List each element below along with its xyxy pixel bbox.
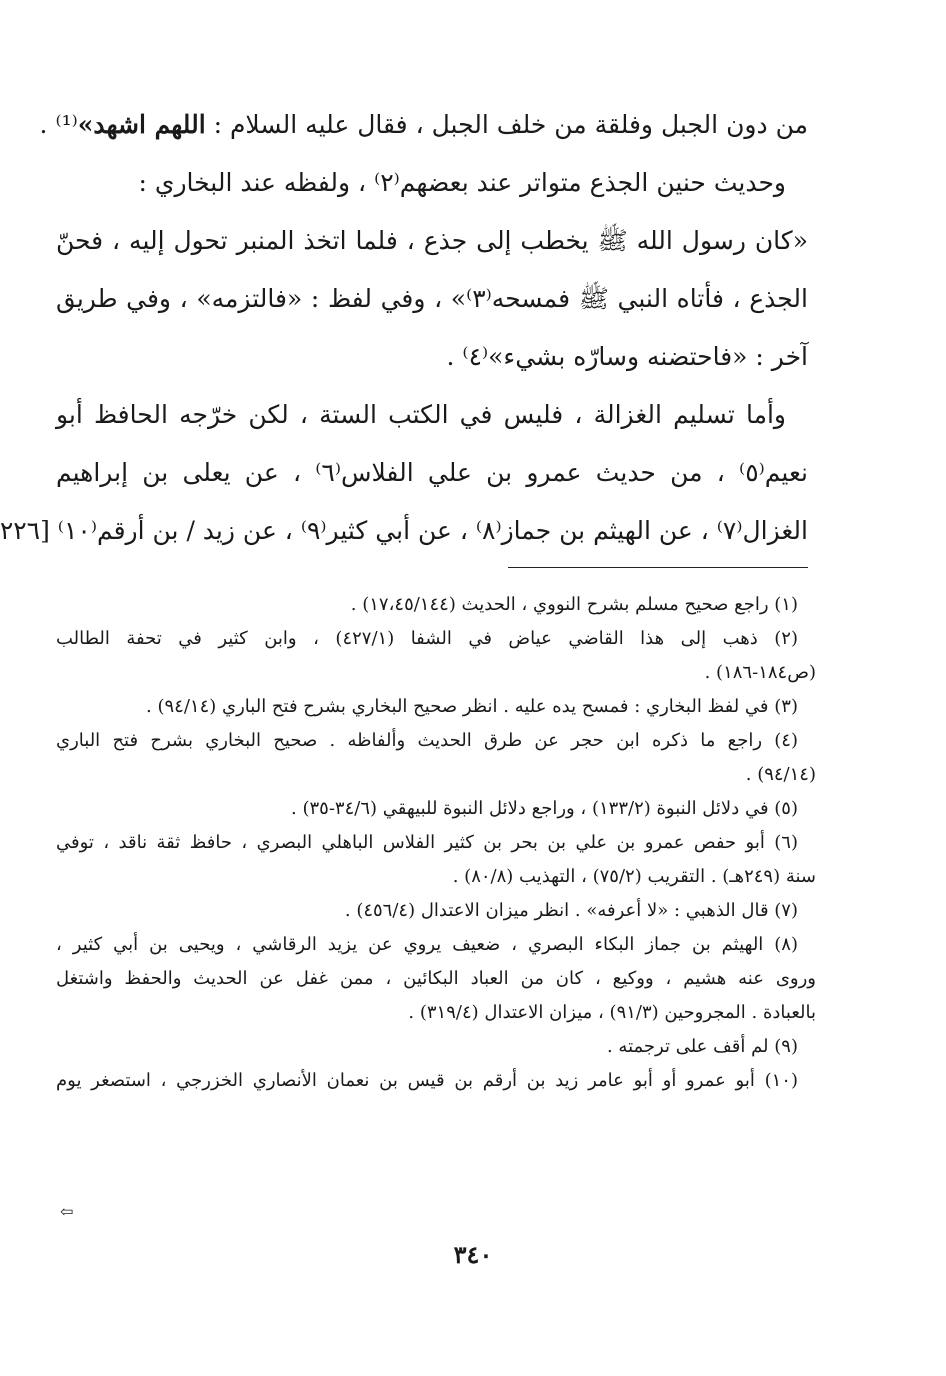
continuation-arrow-icon: ⇦ bbox=[60, 1202, 74, 1221]
footnote-line: (٨) الهيثم بن جماز البكاء البصري ، ضعيف يروي عن يزيد الرقاشي ، ويحيى بن أبي كثير ، bbox=[56, 934, 798, 955]
main-line-1 bbox=[39, 96, 808, 154]
main-line-2: وحديث حنين الجذع متواتر عند بعضهم⁽٢⁾ ، ولفظه عند البخاري : bbox=[138, 168, 786, 197]
footnote-line: (ص١٨٤-١٨٦) . bbox=[704, 662, 816, 683]
main-line-3: «كان رسول الله ﷺ يخطب إلى جذع ، فلما اتخذ المنبر تحول إليه ، فحنّ bbox=[56, 226, 808, 255]
footnote-line: وروى عنه هشيم ، ووكيع ، كان من العباد البكائين ، ممن غفل عن الحديث والحفظ واشتغل bbox=[56, 968, 816, 989]
main-line-5: آخر : «فاحتضنه وسارّه بشيء»⁽٤⁾ . bbox=[446, 342, 808, 371]
footnote-line: سنة (٢٤٩هـ) . التقريب (٧٥/٢) ، التهذيب (٨٠/٨) . bbox=[452, 866, 816, 887]
main-line-1-text: من دون الجبل وفلقة من خلف الجبل ، فقال عليه السلام : bbox=[205, 110, 808, 139]
main-text bbox=[0, 96, 808, 560]
footnote-line: (٦) أبو حفص عمرو بن علي بن بحر بن كثير الفلاس الباهلي البصري ، حافظ ثقة ناقد ، توفي bbox=[56, 832, 798, 853]
main-line-1-emphasis: اللهم اشهد» bbox=[77, 110, 206, 139]
footnote-line: (١) راجع صحيح مسلم بشرح النووي ، الحديث (١٧،٤٥/١٤٤) . bbox=[350, 594, 798, 615]
main-line-4: الجذع ، فأتاه النبي ﷺ فمسحه⁽٣⁾» ، وفي لفظ : «فالتزمه» ، وفي طريق bbox=[56, 284, 808, 313]
footnote-line: (٢) ذهب إلى هذا القاضي عياض في الشفا (٤٢٧/١) ، وابن كثير في تحفة الطالب bbox=[56, 628, 798, 649]
footnote-line: (٤) راجع ما ذكره ابن حجر عن طرق الحديث وألفاظه . صحيح البخاري بشرح فتح الباري bbox=[56, 730, 798, 751]
footnote-line: (١٠) أبو عمرو أو أبو عامر زيد بن أرقم بن قيس بن نعمان الأنصاري الخزرجي ، استصغر يوم bbox=[56, 1070, 798, 1091]
footnote-line: (٣) في لفظ البخاري : فمسح يده عليه . انظر صحيح البخاري بشرح فتح الباري (٩٤/١٤) . bbox=[146, 696, 798, 717]
footnote-line: بالعبادة . المجروحين (٩١/٣) ، ميزان الاعتدال (٣١٩/٤) . bbox=[408, 1002, 816, 1023]
footnote-line: (٧) قال الذهبي : «لا أعرفه» . انظر ميزان الاعتدال (٤٥٦/٤) . bbox=[344, 900, 798, 921]
footnote-line: (٩٤/١٤) . bbox=[745, 764, 816, 785]
footnote-line: (٥) في دلائل النبوة (١٣٣/٢) ، وراجع دلائل النبوة للبيهقي (٣٤/٦-٣٥) . bbox=[291, 798, 798, 819]
main-line-6: وأما تسليم الغزالة ، فليس في الكتب الستة ، لكن خرّجه الحافظ أبو bbox=[56, 400, 786, 429]
main-line-1-after: ⁽¹⁾ . bbox=[39, 110, 78, 139]
footnotes bbox=[56, 588, 816, 1098]
main-line-7: نعيم⁽٥⁾ ، من حديث عمرو بن علي الفلاس⁽٦⁾ ، عن يعلى بن إبراهيم bbox=[56, 458, 808, 487]
footnote-separator bbox=[508, 567, 808, 568]
page-number: ٣٤٠ bbox=[453, 1240, 493, 1269]
footnote-line: (٩) لم أقف على ترجمته . bbox=[606, 1036, 798, 1057]
main-line-8: الغزال⁽٧⁾ ، عن الهيثم بن جماز⁽٨⁾ ، عن أبي كثير⁽٩⁾ ، عن زيد / بن أرقم⁽١٠⁾ [٢٢٦ bbox=[0, 516, 808, 545]
